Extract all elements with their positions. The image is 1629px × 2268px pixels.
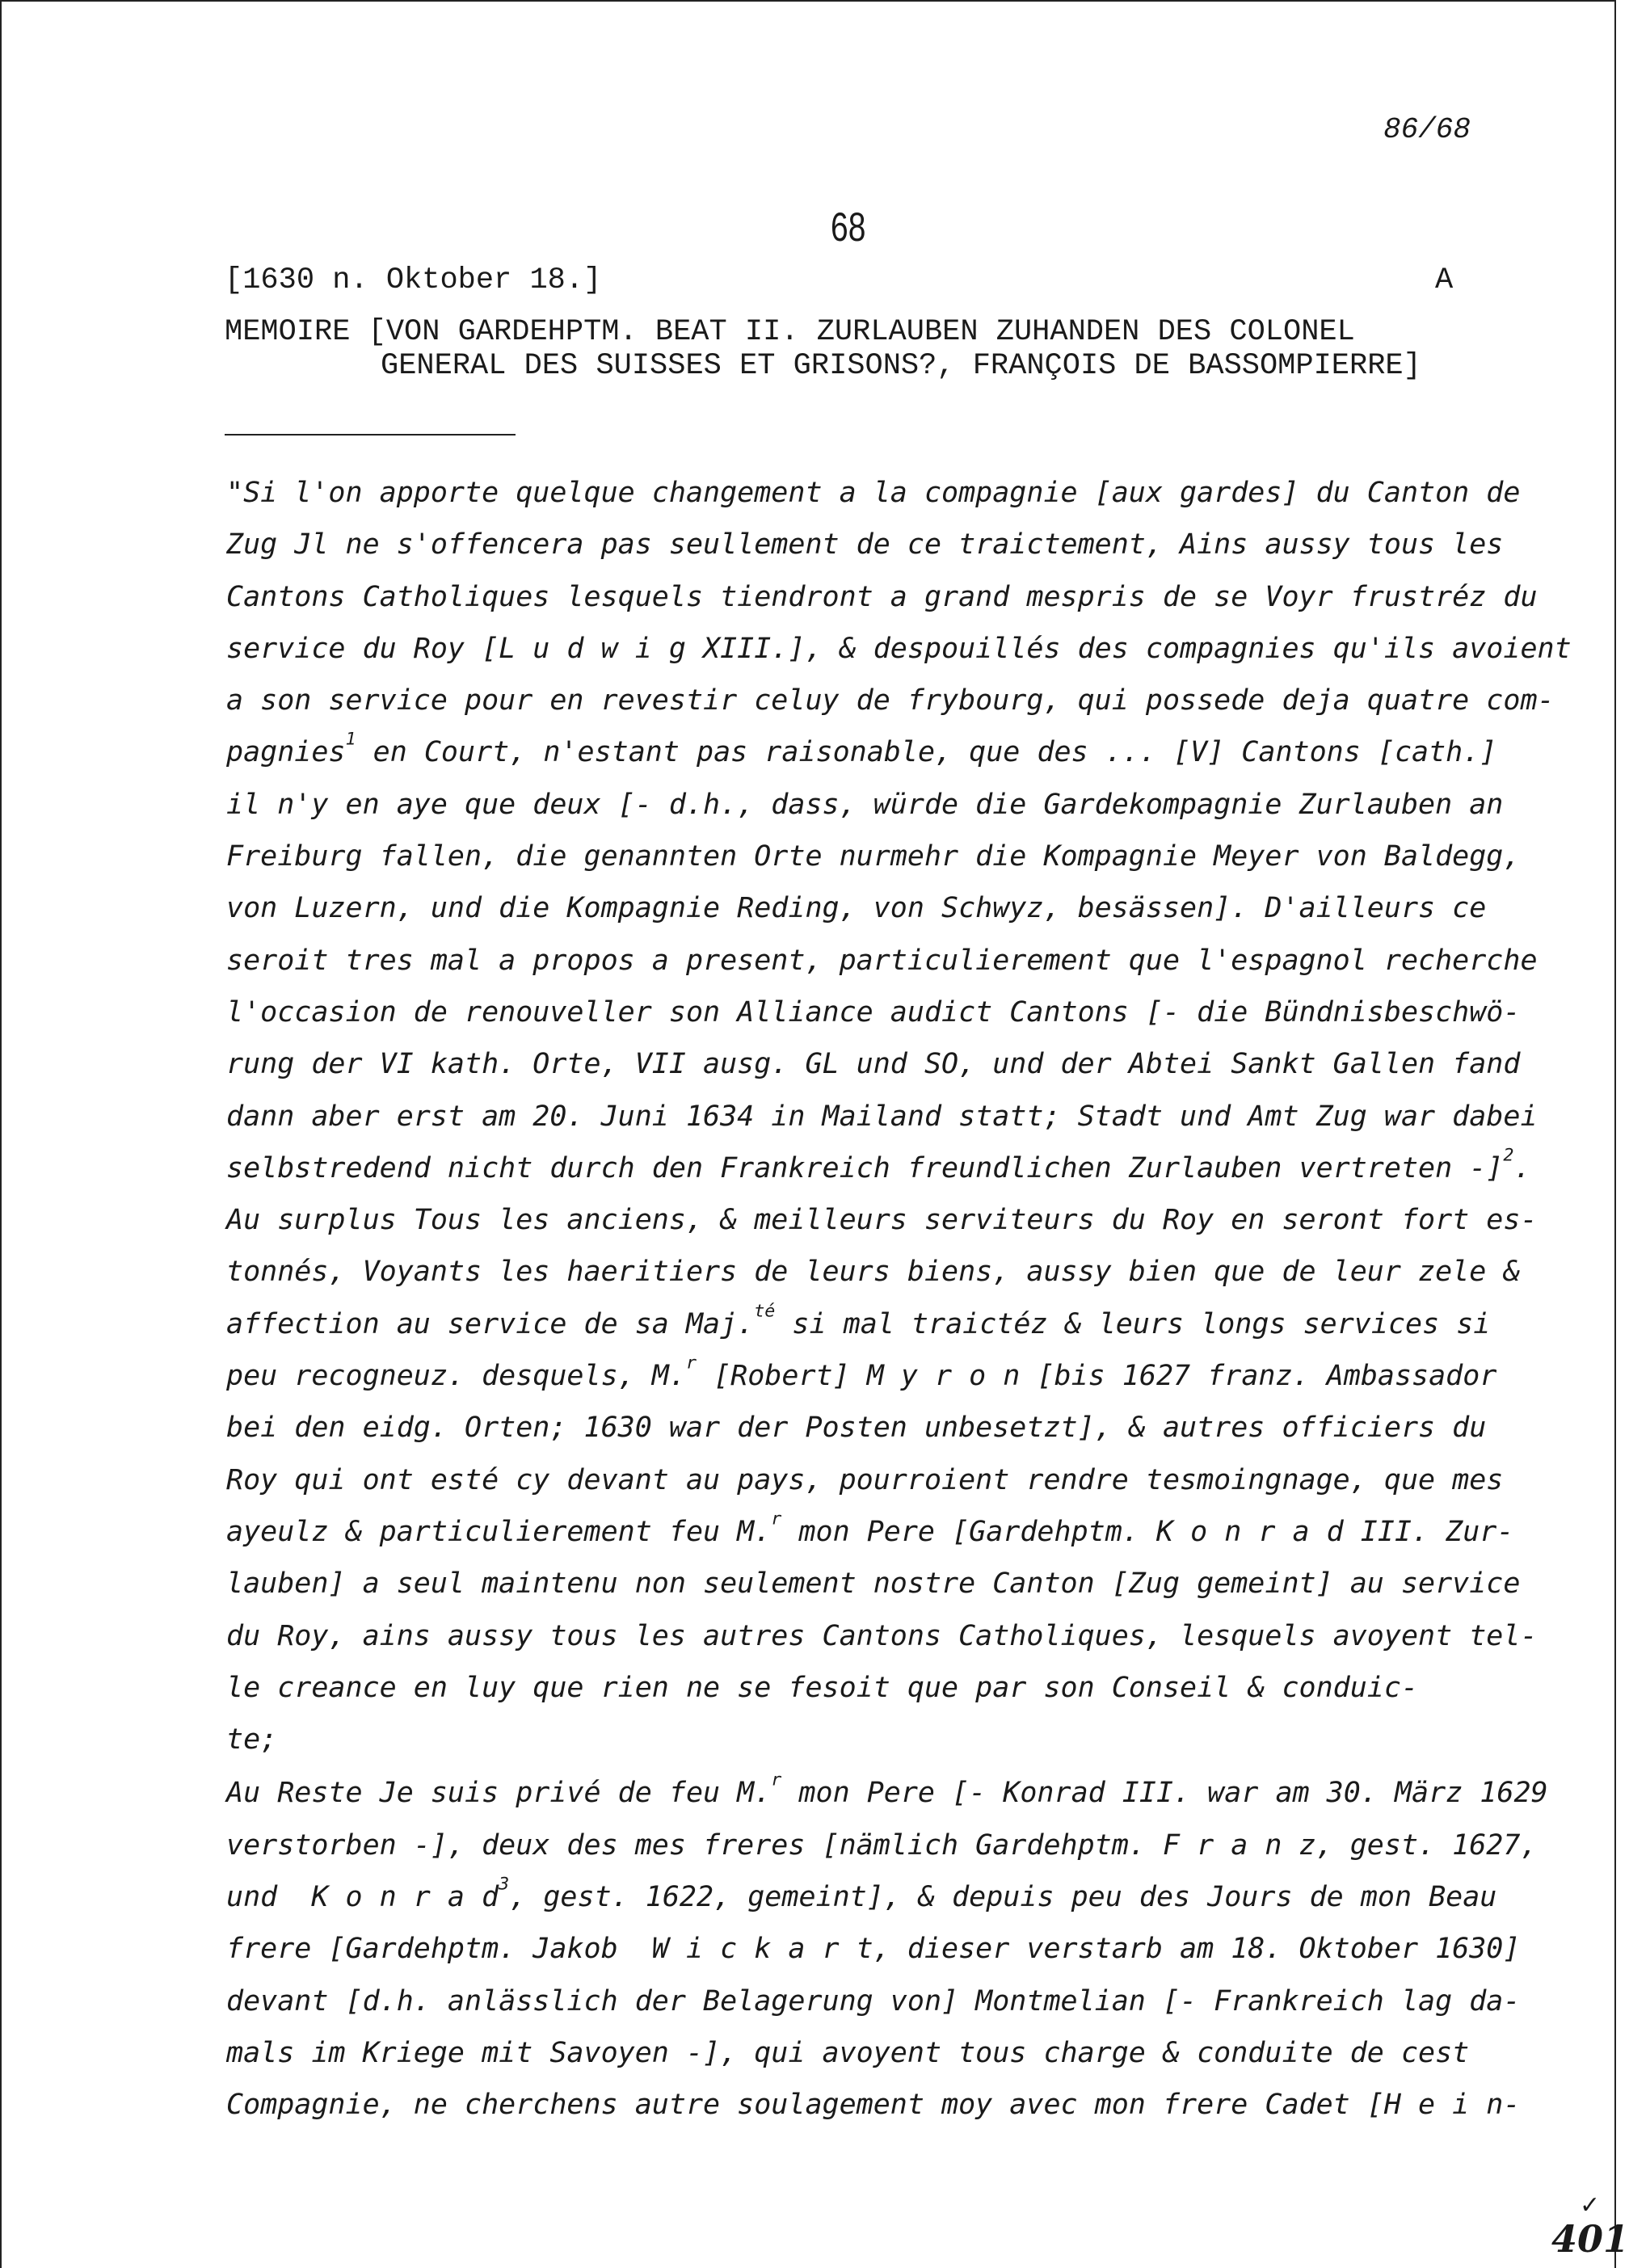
body-line: "Si l'on apporte quelque changement a la compagnie [aux gardes] du Canton de <box>226 477 1521 509</box>
body-line: lauben] a seul maintenu non seulement nostre Canton [Zug gemeint] au service <box>226 1567 1521 1601</box>
superscript-abbrev: té <box>754 1301 776 1322</box>
body-text-segment: [Robert] M y r o n [bis 1627 franz. Ambassador <box>697 1360 1497 1393</box>
body-text-segment: affection au service de sa Maj. <box>226 1307 755 1340</box>
title-divider <box>225 434 516 436</box>
memoire-body <box>226 467 1572 2131</box>
body-line: l'occasion de renouveller son Alliance audict Cantons [- die Bündnisbeschwö- <box>226 995 1521 1029</box>
body-line: verstorben -], deux des mes freres [nämlich Gardehptm. F r a n z, gest. 1627, <box>226 1828 1538 1862</box>
body-line: seroit tres mal a propos a present, particulierement que l'espagnol recherche <box>226 944 1538 977</box>
body-text-segment: , gest. 1622, gemeint], & depuis peu des Jours de mon Beau <box>509 1881 1497 1914</box>
document-number: 68 <box>831 204 866 250</box>
body-text-segment: en Court, n'estant pas raisonable, que des ... [V] Cantons [cath.] <box>356 736 1497 769</box>
body-line: le creance en luy que rien ne se fesoit que par son Conseil & conduic- <box>226 1671 1419 1704</box>
superscript-abbrev: r <box>685 1353 697 1374</box>
body-line: bei den eidg. Orten; 1630 war der Posten unbesetzt], & autres officiers du <box>226 1412 1487 1445</box>
superscript-abbrev: r <box>771 1769 782 1790</box>
body-line: devant [d.h. anlässlich der Belagerung von] Montmelian [- Frankreich lag da- <box>226 1984 1521 2018</box>
document-date: [1630 n. Oktober 18.] <box>225 263 602 297</box>
footnote-ref-3: 3 <box>499 1874 510 1895</box>
body-text-segment: ayeulz & particulierement feu M. <box>226 1515 772 1548</box>
body-line <box>226 726 1535 778</box>
body-line <box>226 1506 1535 1558</box>
check-mark-icon: ✓ <box>1580 2191 1601 2220</box>
body-line: a son service pour en revestir celuy de frybourg, qui possede deja quatre com- <box>226 684 1555 717</box>
document-label: A <box>1435 263 1454 297</box>
body-text-segment: pagnies <box>226 736 346 769</box>
page-frame-top <box>0 0 1616 2</box>
body-line: frere [Gardehptm. Jakob W i c k a r t, dieser verstarb am 18. Oktober 1630] <box>226 1933 1521 1966</box>
body-text-segment: mon Pere [- Konrad III. war am 30. März 1629 <box>781 1777 1548 1810</box>
handwritten-sheet-number: 401 <box>1551 2217 1629 2261</box>
body-line: rung der VI kath. Orte, VII ausg. GL und SO, und der Abtei Sankt Gallen fand <box>226 1048 1521 1081</box>
body-line <box>226 1298 1535 1350</box>
body-line: il n'y en aye que deux [- d.h., dass, würde die Gardekompagnie Zurlauben an <box>226 788 1504 821</box>
body-line: Freiburg fallen, die genannten Orte nurmehr die Kompagnie Meyer von Baldegg, <box>226 840 1521 873</box>
body-line: Compagnie, ne cherchens autre soulagement moy avec mon frere Cadet [H e i n- <box>226 2089 1521 2122</box>
body-text-segment: Au Reste Je suis privé de feu M. <box>226 1777 772 1810</box>
body-line <box>226 1350 1535 1402</box>
body-line: von Luzern, und die Kompagnie Reding, von Schwyz, besässen]. D'ailleurs ce <box>226 892 1487 925</box>
body-text-segment: . <box>1513 1151 1531 1184</box>
body-line <box>226 1142 1535 1194</box>
body-text-segment: peu recogneuz. desquels, M. <box>226 1360 686 1393</box>
body-text-segment: selbstredend nicht durch den Frankreich freundlichen Zurlauben vertreten -] <box>226 1151 1504 1184</box>
body-line <box>226 1767 1548 1819</box>
body-line: dann aber erst am 20. Juni 1634 in Mailand statt; Stadt und Amt Zug war dabei <box>226 1100 1538 1133</box>
memo-title-line-2: GENERAL DES SUISSES ET GRISONS?, FRANÇOIS DE BASSOMPIERRE] <box>381 349 1421 383</box>
superscript-abbrev: r <box>771 1508 782 1530</box>
body-line: tonnés, Voyants les haeritiers de leurs biens, aussy bien que de leur zele & <box>226 1256 1521 1289</box>
body-line: mals im Kriege mit Savoyen -], qui avoyent tous charge & conduite de cest <box>226 2036 1470 2069</box>
body-line: Roy qui ont esté cy devant au pays, pourroient rendre tesmoingnage, que mes <box>226 1463 1504 1496</box>
body-line: Zug Jl ne s'offencera pas seullement de ce traictement, Ains aussy tous les <box>226 528 1504 562</box>
page-frame-left <box>0 0 2 2268</box>
body-line: service du Roy [L u d w i g XIII.], & despouillés des compagnies qu'ils avoient <box>226 632 1572 665</box>
footnote-ref-1: 1 <box>345 729 356 750</box>
page-reference: 86/68 <box>1383 113 1471 146</box>
body-text-segment: si mal traictéz & leurs longs services si <box>775 1307 1491 1340</box>
body-line: Cantons Catholiques lesquels tiendront a grand mespris de se Voyr frustréz du <box>226 580 1538 613</box>
body-line: du Roy, ains aussy tous les autres Cantons Catholiques, lesquels avoyent tel- <box>226 1619 1538 1652</box>
body-text-segment: und K o n r a d <box>226 1881 499 1914</box>
page-frame-right <box>1614 0 1616 2268</box>
memo-title-line-1: MEMOIRE [VON GARDEHPTM. BEAT II. ZURLAUBEN ZUHANDEN DES COLONEL <box>225 315 1355 349</box>
body-line: Au surplus Tous les anciens, & meilleurs serviteurs du Roy en seront fort es- <box>226 1204 1538 1237</box>
body-line: te; <box>226 1723 278 1757</box>
body-line <box>226 1871 1535 1923</box>
footnote-ref-2: 2 <box>1503 1145 1514 1166</box>
body-text-segment: mon Pere [Gardehptm. K o n r a d III. Zur- <box>781 1515 1514 1548</box>
